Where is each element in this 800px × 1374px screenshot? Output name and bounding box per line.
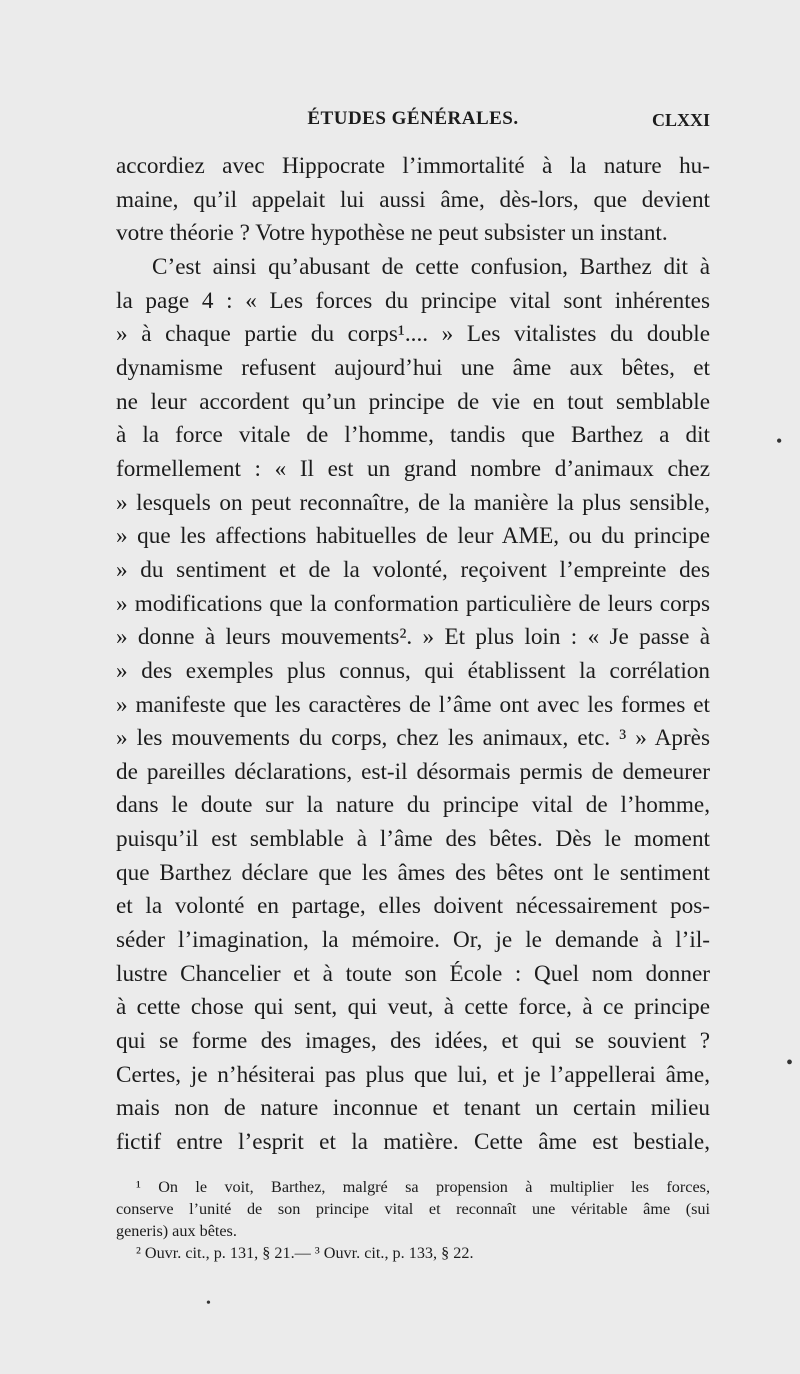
text-line: fictif entre l’esprit et la matière. Cette âme est bestiale, xyxy=(116,1129,710,1156)
text-line: qui se forme des images, des idées, et qui se souvient ? xyxy=(116,1028,710,1055)
text-line: mais non de nature inconnue et tenant un certain milieu xyxy=(116,1095,710,1122)
text-line: » que les affections habituelles de leur AME, ou du principe xyxy=(116,523,710,550)
text-line: » lesquels on peut reconnaître, de la manière la plus sensible, xyxy=(116,489,710,516)
footnote-line: generis) aux bêtes. xyxy=(116,1222,237,1240)
text-line: que Barthez déclare que les âmes des bêtes ont le sentiment xyxy=(116,859,710,886)
text-line: puisqu’il est semblable à l’âme des bêtes. Dès le moment xyxy=(116,826,710,853)
margin-dot: • xyxy=(786,1052,794,1074)
text-line: formellement : « Il est un grand nombre d’animaux chez xyxy=(116,455,710,482)
text-line: C’est ainsi qu’abusant de cette confusion, Barthez dit à xyxy=(152,253,710,280)
footnote-line: conserve l’unité de son principe vital et reconnaît une véritable âme (sui xyxy=(116,1200,710,1218)
text-line: » des exemples plus connus, qui établissent la corrélation xyxy=(116,657,710,684)
footnotes xyxy=(116,1176,710,1264)
text-line: et la volonté en partage, elles doivent nécessairement pos- xyxy=(116,893,710,920)
margin-dot: • xyxy=(776,431,783,451)
text-line: lustre Chancelier et à toute son École : Quel nom donner xyxy=(116,960,710,987)
running-title: ÉTUDES GÉNÉRALES. xyxy=(307,108,519,129)
text-line: » manifeste que les caractères de l’âme ont avec les formes et xyxy=(116,691,710,718)
text-line: accordiez avec Hippocrate l’immortalité à la nature hu- xyxy=(116,153,710,179)
text-line: votre théorie ? Votre hypothèse ne peut subsister un instant. xyxy=(116,220,668,247)
text-line: maine, qu’il appelait lui aussi âme, dès-lors, que devient xyxy=(116,186,710,213)
running-header xyxy=(116,108,710,144)
text-line: à cette chose qui sent, qui veut, à cette force, à ce principe xyxy=(116,994,710,1021)
text-line: » du sentiment et de la volonté, reçoivent l’empreinte des xyxy=(116,556,710,583)
text-line: » les mouvements du corps, chez les animaux, etc. ³ » Après xyxy=(116,725,710,752)
text-line: dans le doute sur la nature du principe vital de l’homme, xyxy=(116,792,710,819)
text-line: de pareilles déclarations, est-il désormais permis de demeurer xyxy=(116,758,710,785)
text-line: séder l’imagination, la mémoire. Or, je le demande à l’il- xyxy=(116,927,710,954)
page-number: CLXXI xyxy=(651,110,710,130)
body-text xyxy=(116,150,710,1160)
footnote-line: ² Ouvr. cit., p. 131, § 21.— ³ Ouvr. cit., p. 133, § 22. xyxy=(136,1244,474,1262)
text-line: ne leur accordent qu’un principe de vie en tout semblable xyxy=(116,388,710,415)
text-line: dynamisme refusent aujourd’hui une âme aux bêtes, et xyxy=(116,354,710,381)
text-line: à la force vitale de l’homme, tandis que Barthez a dit xyxy=(116,422,710,449)
text-line: la page 4 : « Les forces du principe vital sont inhérentes xyxy=(116,287,710,314)
text-line: » donne à leurs mouvements². » Et plus loin : « Je passe à xyxy=(116,624,710,651)
text-line: » à chaque partie du corps¹.... » Les vitalistes du double xyxy=(116,321,710,348)
text-line: Certes, je n’hésiterai pas plus que lui, et je l’appellerai âme, xyxy=(116,1061,710,1088)
margin-dot: • xyxy=(206,1296,211,1311)
footnote-line: ¹ On le voit, Barthez, malgré sa propension à multiplier les forces, xyxy=(136,1178,710,1196)
text-line: » modifications que la conformation particulière de leurs corps xyxy=(116,590,710,617)
